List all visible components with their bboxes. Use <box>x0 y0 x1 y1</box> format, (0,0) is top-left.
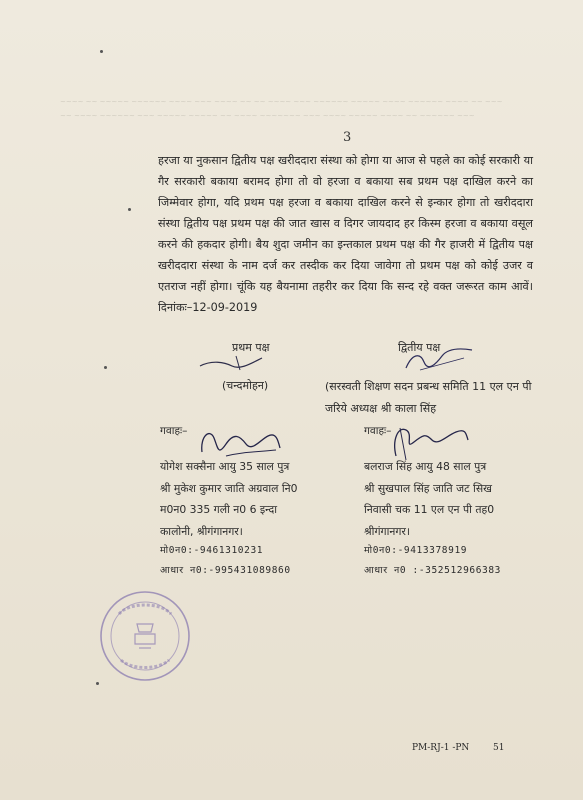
page-number: 3 <box>343 130 352 145</box>
second-party-name: (सरस्वती शिक्षण सदन प्रबन्ध समिति 11 एल एन पी जरिये अध्यक्ष श्री काला सिंह <box>325 380 532 415</box>
witness-1-mobile: मो0न0:-9461310231 <box>160 545 264 556</box>
witness-2-line: निवासी चक 11 एल एन पी तह0 <box>364 503 495 516</box>
second-party-signature <box>402 344 476 374</box>
paper-speck <box>100 50 103 53</box>
paper-speck <box>128 208 131 211</box>
paper-speck <box>104 366 107 369</box>
witness-label-1: गवाहः– <box>160 425 188 437</box>
first-party-label: प्रथम पक्ष <box>232 341 270 354</box>
witness-1-details <box>160 456 298 542</box>
bleed-through-text: ~~ ~~~~ ~~~~~~ ~~~ ~~~~~ ~~~~~ ~~ ~~~~ ~~~~~~~ ~~~ ~~~~ ~~~~~ ~~~~ ~~ ~~~~~~ ~~~ <box>60 112 475 120</box>
footer-code: PM-RJ-1 -PN <box>412 743 470 753</box>
witness-1-line: कालोनी, श्रीगंगानगर। <box>160 524 243 538</box>
deed-body-paragraph: हरजा या नुकसान द्वितीय पक्ष खरीददारा संस्था को होगा या आज से पहले का कोई सरकारी या गैर सरकारी बकाया बरामद होगा तो वो हरजा व बकाया सब प्रथम पक्ष दाखिल करने का जिम्मेवार होगा, यदि प्रथम पक्ष हरजा व बकाया दाखिल करने से इन्कार होगा तो खरीददारा संस्था द्वितीय पक्ष प्रथम पक्ष की जात खास व दिगर जायदाद हर किस्म हरजा व बकाया वसूल करने की हकदार होगी। बैय शुदा जमीन का इन्तकाल प्रथम पक्ष की गैर हाजरी में द्वितीय पक्ष खरीददारा संस्था के नाम दर्ज कर तस्दीक कर दिया जावेगा तो प्रथम पक्ष को कोई उजर व एतराज नहीं होगा। चूंकि यह बैयनामा तहरीर कर दिया कि सन्द रहे वक्त जरूरत काम आवें। दिनांकः–12-09-2019 <box>158 154 533 314</box>
witness-label-2: गवाहः– <box>364 425 392 437</box>
bleed-through-text: ~~~~ ~~ ~~~~~ ~~~~~~ ~~~~ ~~~ ~~~~ ~~ ~~ ~~~~ ~~~ ~~~~~~ ~~~~~ ~~~~ ~~~~~~ ~~~~ ~~ ~~~ <box>60 98 503 106</box>
page-footer <box>412 743 505 753</box>
paper-speck <box>96 682 99 685</box>
witness-1-line: श्री मुकेश कुमार जाति अग्रवाल नि0 <box>160 481 298 495</box>
witness-1-aadhaar: आधार न0:-995431089860 <box>160 565 291 576</box>
first-party-name: (चन्दमोहन) <box>222 379 269 392</box>
second-party-label: द्वितीय पक्ष <box>398 341 441 354</box>
witness-2-aadhaar: आधार न0 :-352512966383 <box>364 565 502 576</box>
witness-2-mobile: मो0न0:-9413378919 <box>364 545 468 556</box>
witness-2-details <box>364 456 494 542</box>
witness-1-line: योगेश सक्सैना आयु 35 साल पुत्र <box>160 460 290 473</box>
witness-2-line: श्रीगंगानगर। <box>364 524 410 538</box>
witness-2-line: श्री सुखपाल सिंह जाति जट सिख <box>364 481 492 495</box>
first-party-signature <box>196 352 268 374</box>
footer-number: 51 <box>493 743 505 753</box>
registrar-seal-stamp-icon <box>97 588 193 684</box>
witness-1-line: म0न0 335 गली न0 6 इन्दा <box>160 503 278 516</box>
witness-2-line: बलराज सिंह आयु 48 साल पुत्र <box>364 460 487 473</box>
